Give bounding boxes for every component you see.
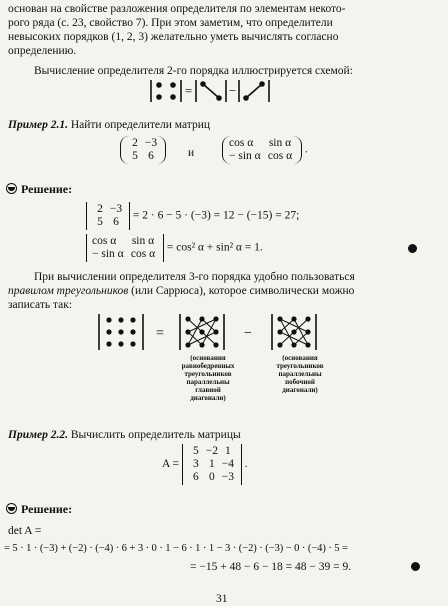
example-2-1-text: Найти определители матриц	[70, 119, 211, 131]
solution-icon	[6, 503, 17, 514]
sarrus-line-2: правилом треугольников (или Саррюса), которое символически можно	[8, 285, 355, 297]
intro-line-3: невысоких порядков (1, 2, 3) желательно уметь вычислять согласно	[8, 31, 339, 43]
sarrus-caption-secondary: (основания треугольников параллельны побочной диагонали)	[276, 354, 324, 394]
solution-2-line-1: det A =	[8, 525, 42, 537]
example-2-2-title: Пример 2.2.	[8, 429, 68, 441]
scheme2-minus: −	[228, 83, 237, 98]
example-2-1-title: Пример 2.1.	[8, 119, 68, 131]
example-2-2-matrix: A = 5 −2 1 3 1 −4 6 0 −3 .	[162, 445, 248, 483]
end-of-solution-marker-2	[411, 562, 420, 571]
solution-2-line-3: = −15 + 48 − 6 − 18 = 48 − 39 = 9.	[190, 561, 352, 573]
intro-line-2: рого ряда (с. 23, свойство 7). При этом заметим, что определители	[8, 17, 333, 29]
scheme2-diagram	[148, 78, 272, 104]
solution-2-line-2: = 5 · 1 · (−3) + (−2) · (−4) · 6 + 3 · 0 · 1 − 6 · 1 · 1 − 3 · (−2) · (−3) − 0 · (−4) · 5 =	[4, 543, 348, 554]
solution-icon	[6, 183, 17, 194]
sarrus-diagram	[96, 312, 336, 352]
example-2-1-heading	[8, 118, 210, 132]
sarrus-minus: −	[244, 326, 252, 341]
sarrus-eq: =	[156, 326, 164, 341]
intro-line-1: основан на свойстве разложения определителя по элементам некото-	[8, 3, 346, 15]
example-2-1-and: и	[188, 147, 195, 159]
example-2-2-text: Вычислить определитель матрицы	[70, 429, 241, 441]
sarrus-line-3: записать так:	[8, 299, 73, 311]
solution-2-label: Решение:	[6, 502, 72, 516]
sarrus-line-1: При вычислении определителя 3-го порядка удобно пользоваться	[34, 271, 355, 283]
intro-line-4: определению.	[8, 45, 77, 57]
scheme2-eq: =	[184, 83, 193, 98]
solution-1-label: Решение:	[6, 182, 72, 196]
page-number: 31	[216, 593, 228, 605]
sarrus-caption-main: (основания равнобедренных треугольников параллельны главной диагонали)	[181, 354, 235, 402]
scheme2-text: Вычисление определителя 2-го порядка иллюстрируется схемой:	[34, 65, 353, 77]
example-2-1-matrix-1: 2 −3 5 6	[120, 136, 166, 164]
end-of-solution-marker	[408, 244, 417, 253]
example-2-1-matrix-2: cos α sin α − sin α cos α .	[222, 136, 308, 164]
example-2-2-heading	[8, 428, 241, 442]
solution-1-eq-1: 2 −3 5 6 = 2 · 6 − 5 · (−3) = 12 − (−15) = 27;	[86, 202, 299, 230]
solution-1-eq-2: cos α sin α − sin α cos α = cos² α + sin² α = 1.	[86, 234, 263, 262]
